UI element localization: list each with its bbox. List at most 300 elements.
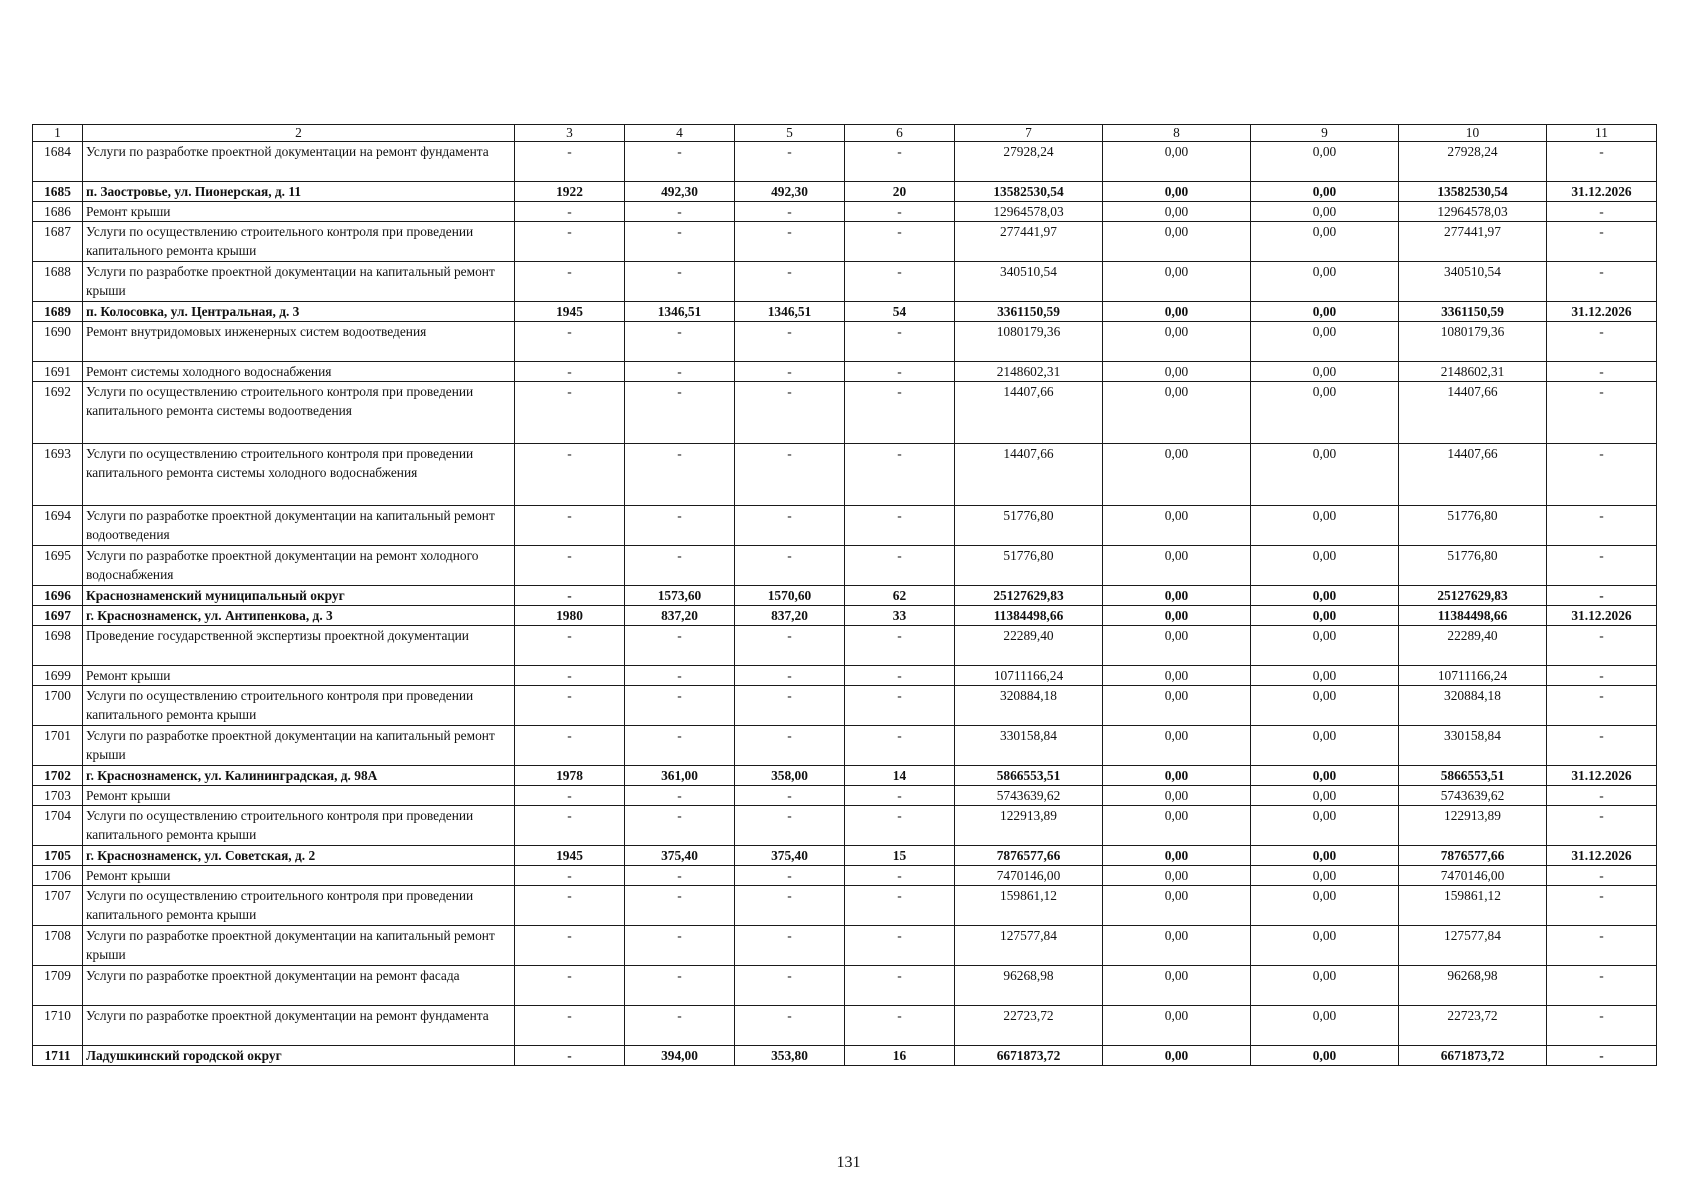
year-value: - [515,866,625,886]
table-row-group [33,302,1657,322]
fund-b-value: 0,00 [1251,626,1399,666]
item-description: п. Заостровье, ул. Пионерская, д. 11 [83,182,515,202]
year-value: - [515,444,625,506]
area-living-value: - [735,926,845,966]
cost-total-value: 277441,97 [955,222,1103,262]
cost-total-value: 7876577,66 [955,846,1103,866]
fund-b-value: 0,00 [1251,766,1399,786]
area-total-value: - [625,926,735,966]
cost-owner-value: 7470146,00 [1399,866,1547,886]
fund-a-value: 0,00 [1103,686,1251,726]
year-value: - [515,966,625,1006]
column-header: 6 [845,125,955,142]
residents-value: 54 [845,302,955,322]
residents-value: - [845,444,955,506]
fund-b-value: 0,00 [1251,886,1399,926]
row-number: 1701 [33,726,83,766]
area-living-value: - [735,686,845,726]
cost-owner-value: 6671873,72 [1399,1046,1547,1066]
item-description: Услуги по разработке проектной документации на ремонт фундамента [83,142,515,182]
fund-a-value: 0,00 [1103,846,1251,866]
cost-total-value: 2148602,31 [955,362,1103,382]
deadline-value: - [1547,382,1657,444]
cost-owner-value: 330158,84 [1399,726,1547,766]
cost-total-value: 96268,98 [955,966,1103,1006]
cost-total-value: 22289,40 [955,626,1103,666]
year-value: 1945 [515,302,625,322]
fund-b-value: 0,00 [1251,966,1399,1006]
column-header: 9 [1251,125,1399,142]
deadline-value: - [1547,142,1657,182]
fund-a-value: 0,00 [1103,626,1251,666]
area-living-value: 375,40 [735,846,845,866]
table-row [33,886,1657,926]
area-living-value: - [735,506,845,546]
deadline-value: - [1547,1006,1657,1046]
fund-a-value: 0,00 [1103,382,1251,444]
area-living-value: 1346,51 [735,302,845,322]
residents-value: 33 [845,606,955,626]
fund-a-value: 0,00 [1103,362,1251,382]
table-row [33,1006,1657,1046]
table-row [33,866,1657,886]
column-header: 1 [33,125,83,142]
cost-total-value: 330158,84 [955,726,1103,766]
deadline-value: 31.12.2026 [1547,606,1657,626]
cost-owner-value: 13582530,54 [1399,182,1547,202]
fund-a-value: 0,00 [1103,182,1251,202]
column-header: 10 [1399,125,1547,142]
cost-owner-value: 14407,66 [1399,444,1547,506]
residents-value: - [845,142,955,182]
area-living-value: - [735,626,845,666]
area-total-value: - [625,222,735,262]
item-description: Услуги по разработке проектной документации на капитальный ремонт крыши [83,926,515,966]
table-row-group [33,1046,1657,1066]
item-description: Ремонт крыши [83,866,515,886]
fund-b-value: 0,00 [1251,786,1399,806]
item-description: Ремонт крыши [83,666,515,686]
fund-b-value: 0,00 [1251,382,1399,444]
item-description: Услуги по осуществлению строительного контроля при проведении капитального ремонта крыши [83,222,515,262]
area-living-value: - [735,666,845,686]
cost-total-value: 25127629,83 [955,586,1103,606]
area-living-value: 837,20 [735,606,845,626]
area-living-value: 1570,60 [735,586,845,606]
item-description: Услуги по разработке проектной документации на ремонт фасада [83,966,515,1006]
table-row [33,222,1657,262]
deadline-value: - [1547,626,1657,666]
item-description: Краснознаменский муниципальный округ [83,586,515,606]
area-total-value: 492,30 [625,182,735,202]
cost-owner-value: 7876577,66 [1399,846,1547,866]
column-header: 3 [515,125,625,142]
cost-owner-value: 25127629,83 [1399,586,1547,606]
item-description: Ремонт крыши [83,202,515,222]
deadline-value: - [1547,1046,1657,1066]
row-number: 1705 [33,846,83,866]
area-living-value: - [735,1006,845,1046]
item-description: Услуги по осуществлению строительного контроля при проведении капитального ремонта крыши [83,806,515,846]
table-row [33,726,1657,766]
residents-value: - [845,382,955,444]
table-row-group [33,606,1657,626]
deadline-value: - [1547,926,1657,966]
table-row [33,444,1657,506]
cost-total-value: 127577,84 [955,926,1103,966]
area-living-value: - [735,886,845,926]
area-total-value: - [625,966,735,1006]
fund-a-value: 0,00 [1103,222,1251,262]
residents-value: - [845,886,955,926]
fund-a-value: 0,00 [1103,322,1251,362]
item-description: Услуги по разработке проектной документации на ремонт холодного водоснабжения [83,546,515,586]
cost-total-value: 6671873,72 [955,1046,1103,1066]
cost-owner-value: 159861,12 [1399,886,1547,926]
table-row-group [33,846,1657,866]
deadline-value: - [1547,506,1657,546]
fund-a-value: 0,00 [1103,1046,1251,1066]
table-row [33,806,1657,846]
deadline-value: - [1547,886,1657,926]
residents-value: 14 [845,766,955,786]
cost-total-value: 320884,18 [955,686,1103,726]
cost-total-value: 5866553,51 [955,766,1103,786]
area-living-value: - [735,866,845,886]
year-value: - [515,262,625,302]
residents-value: - [845,626,955,666]
cost-total-value: 340510,54 [955,262,1103,302]
deadline-value: 31.12.2026 [1547,846,1657,866]
row-number: 1691 [33,362,83,382]
item-description: Ремонт системы холодного водоснабжения [83,362,515,382]
area-living-value: - [735,966,845,1006]
area-total-value: 361,00 [625,766,735,786]
cost-total-value: 14407,66 [955,444,1103,506]
table-row [33,786,1657,806]
fund-a-value: 0,00 [1103,926,1251,966]
row-number: 1686 [33,202,83,222]
column-header: 5 [735,125,845,142]
fund-b-value: 0,00 [1251,182,1399,202]
residents-value: 15 [845,846,955,866]
table-row-group [33,586,1657,606]
year-value: - [515,1006,625,1046]
table-row [33,546,1657,586]
fund-b-value: 0,00 [1251,1006,1399,1046]
deadline-value: - [1547,546,1657,586]
residents-value: - [845,666,955,686]
table-row [33,686,1657,726]
item-description: Ладушкинский городской округ [83,1046,515,1066]
area-total-value: - [625,786,735,806]
residents-value: - [845,322,955,362]
deadline-value: - [1547,222,1657,262]
item-description: Услуги по разработке проектной документации на капитальный ремонт крыши [83,726,515,766]
area-total-value: - [625,726,735,766]
year-value: - [515,546,625,586]
area-total-value: 394,00 [625,1046,735,1066]
residents-value: - [845,546,955,586]
fund-a-value: 0,00 [1103,886,1251,926]
year-value: - [515,626,625,666]
cost-owner-value: 51776,80 [1399,546,1547,586]
area-living-value: - [735,444,845,506]
row-number: 1695 [33,546,83,586]
cost-owner-value: 96268,98 [1399,966,1547,1006]
residents-value: - [845,786,955,806]
row-number: 1692 [33,382,83,444]
cost-total-value: 159861,12 [955,886,1103,926]
year-value: - [515,806,625,846]
deadline-value: - [1547,262,1657,302]
year-value: - [515,202,625,222]
row-number: 1696 [33,586,83,606]
item-description: г. Краснознаменск, ул. Калининградская, д. 98А [83,766,515,786]
residents-value: 62 [845,586,955,606]
area-living-value: - [735,546,845,586]
row-number: 1699 [33,666,83,686]
fund-a-value: 0,00 [1103,726,1251,766]
year-value: - [515,726,625,766]
residents-value: - [845,686,955,726]
cost-owner-value: 277441,97 [1399,222,1547,262]
year-value: - [515,786,625,806]
area-living-value: - [735,806,845,846]
area-total-value: - [625,686,735,726]
table-row [33,142,1657,182]
cost-total-value: 10711166,24 [955,666,1103,686]
table-row [33,666,1657,686]
year-value: - [515,382,625,444]
cost-owner-value: 5866553,51 [1399,766,1547,786]
area-living-value: - [735,202,845,222]
row-number: 1704 [33,806,83,846]
area-total-value: 1573,60 [625,586,735,606]
area-total-value: - [625,806,735,846]
table-row [33,322,1657,362]
year-value: - [515,362,625,382]
residents-value: - [845,506,955,546]
cost-owner-value: 12964578,03 [1399,202,1547,222]
residents-value: - [845,926,955,966]
area-total-value: 1346,51 [625,302,735,322]
row-number: 1698 [33,626,83,666]
item-description: п. Колосовка, ул. Центральная, д. 3 [83,302,515,322]
row-number: 1694 [33,506,83,546]
fund-a-value: 0,00 [1103,262,1251,302]
fund-a-value: 0,00 [1103,786,1251,806]
fund-b-value: 0,00 [1251,262,1399,302]
fund-b-value: 0,00 [1251,666,1399,686]
table-row [33,202,1657,222]
area-living-value: - [735,786,845,806]
column-number-row [33,125,1657,142]
column-header: 8 [1103,125,1251,142]
cost-owner-value: 3361150,59 [1399,302,1547,322]
fund-a-value: 0,00 [1103,666,1251,686]
row-number: 1711 [33,1046,83,1066]
fund-b-value: 0,00 [1251,1046,1399,1066]
area-total-value: - [625,886,735,926]
fund-b-value: 0,00 [1251,202,1399,222]
cost-owner-value: 1080179,36 [1399,322,1547,362]
fund-a-value: 0,00 [1103,1006,1251,1046]
residents-value: - [845,262,955,302]
item-description: Услуги по осуществлению строительного контроля при проведении капитального ремонта системы водоотведения [83,382,515,444]
area-total-value: 837,20 [625,606,735,626]
cost-owner-value: 127577,84 [1399,926,1547,966]
year-value: - [515,926,625,966]
cost-owner-value: 5743639,62 [1399,786,1547,806]
fund-b-value: 0,00 [1251,806,1399,846]
row-number: 1690 [33,322,83,362]
fund-b-value: 0,00 [1251,606,1399,626]
item-description: Ремонт внутридомовых инженерных систем водоотведения [83,322,515,362]
deadline-value: 31.12.2026 [1547,182,1657,202]
cost-owner-value: 340510,54 [1399,262,1547,302]
residents-value: 20 [845,182,955,202]
area-total-value: - [625,626,735,666]
cost-total-value: 12964578,03 [955,202,1103,222]
year-value: 1945 [515,846,625,866]
deadline-value: - [1547,322,1657,362]
area-living-value: - [735,322,845,362]
year-value: 1978 [515,766,625,786]
area-living-value: - [735,726,845,766]
year-value: - [515,506,625,546]
data-table [32,124,1657,1066]
year-value: - [515,142,625,182]
deadline-value: - [1547,202,1657,222]
row-number: 1687 [33,222,83,262]
area-total-value: - [625,202,735,222]
row-number: 1708 [33,926,83,966]
fund-b-value: 0,00 [1251,444,1399,506]
table-row [33,626,1657,666]
area-living-value: - [735,262,845,302]
area-living-value: 353,80 [735,1046,845,1066]
year-value: - [515,586,625,606]
residents-value: - [845,806,955,846]
year-value: 1922 [515,182,625,202]
item-description: Услуги по разработке проектной документации на капитальный ремонт водоотведения [83,506,515,546]
cost-owner-value: 51776,80 [1399,506,1547,546]
area-living-value: - [735,362,845,382]
cost-total-value: 13582530,54 [955,182,1103,202]
fund-b-value: 0,00 [1251,222,1399,262]
fund-b-value: 0,00 [1251,506,1399,546]
fund-b-value: 0,00 [1251,586,1399,606]
table-row [33,926,1657,966]
table-row [33,262,1657,302]
cost-total-value: 51776,80 [955,546,1103,586]
area-living-value: 492,30 [735,182,845,202]
cost-owner-value: 27928,24 [1399,142,1547,182]
area-living-value: - [735,142,845,182]
year-value: 1980 [515,606,625,626]
row-number: 1703 [33,786,83,806]
fund-a-value: 0,00 [1103,586,1251,606]
deadline-value: - [1547,444,1657,506]
fund-b-value: 0,00 [1251,846,1399,866]
fund-a-value: 0,00 [1103,302,1251,322]
cost-total-value: 51776,80 [955,506,1103,546]
area-total-value: - [625,322,735,362]
year-value: - [515,1046,625,1066]
column-header: 2 [83,125,515,142]
cost-total-value: 3361150,59 [955,302,1103,322]
fund-a-value: 0,00 [1103,444,1251,506]
area-total-value: - [625,506,735,546]
year-value: - [515,322,625,362]
fund-a-value: 0,00 [1103,806,1251,846]
table-row-group [33,182,1657,202]
deadline-value: - [1547,966,1657,1006]
cost-owner-value: 320884,18 [1399,686,1547,726]
item-description: Услуги по разработке проектной документации на капитальный ремонт крыши [83,262,515,302]
item-description: Ремонт крыши [83,786,515,806]
column-header: 4 [625,125,735,142]
table-row [33,966,1657,1006]
area-total-value: - [625,444,735,506]
item-description: Услуги по осуществлению строительного контроля при проведении капитального ремонта крыши [83,686,515,726]
fund-a-value: 0,00 [1103,866,1251,886]
fund-b-value: 0,00 [1251,362,1399,382]
residents-value: - [845,726,955,766]
area-total-value: - [625,866,735,886]
area-total-value: 375,40 [625,846,735,866]
table-row-group [33,766,1657,786]
cost-total-value: 122913,89 [955,806,1103,846]
cost-owner-value: 22723,72 [1399,1006,1547,1046]
residents-value: - [845,1006,955,1046]
year-value: - [515,666,625,686]
area-living-value: - [735,382,845,444]
cost-total-value: 22723,72 [955,1006,1103,1046]
cost-owner-value: 2148602,31 [1399,362,1547,382]
item-description: Проведение государственной экспертизы проектной документации [83,626,515,666]
row-number: 1697 [33,606,83,626]
residents-value: - [845,222,955,262]
item-description: г. Краснознаменск, ул. Советская, д. 2 [83,846,515,866]
column-header: 7 [955,125,1103,142]
fund-a-value: 0,00 [1103,202,1251,222]
page-number: 131 [836,1154,861,1171]
row-number: 1700 [33,686,83,726]
deadline-value: - [1547,686,1657,726]
row-number: 1693 [33,444,83,506]
deadline-value: - [1547,586,1657,606]
row-number: 1706 [33,866,83,886]
area-total-value: - [625,666,735,686]
residents-value: - [845,362,955,382]
fund-b-value: 0,00 [1251,142,1399,182]
item-description: Услуги по осуществлению строительного контроля при проведении капитального ремонта крыши [83,886,515,926]
cost-total-value: 27928,24 [955,142,1103,182]
table-row [33,382,1657,444]
deadline-value: - [1547,666,1657,686]
fund-b-value: 0,00 [1251,546,1399,586]
deadline-value: - [1547,726,1657,766]
area-total-value: - [625,262,735,302]
deadline-value: - [1547,806,1657,846]
cost-total-value: 5743639,62 [955,786,1103,806]
residents-value: 16 [845,1046,955,1066]
deadline-value: 31.12.2026 [1547,766,1657,786]
row-number: 1689 [33,302,83,322]
deadline-value: - [1547,866,1657,886]
